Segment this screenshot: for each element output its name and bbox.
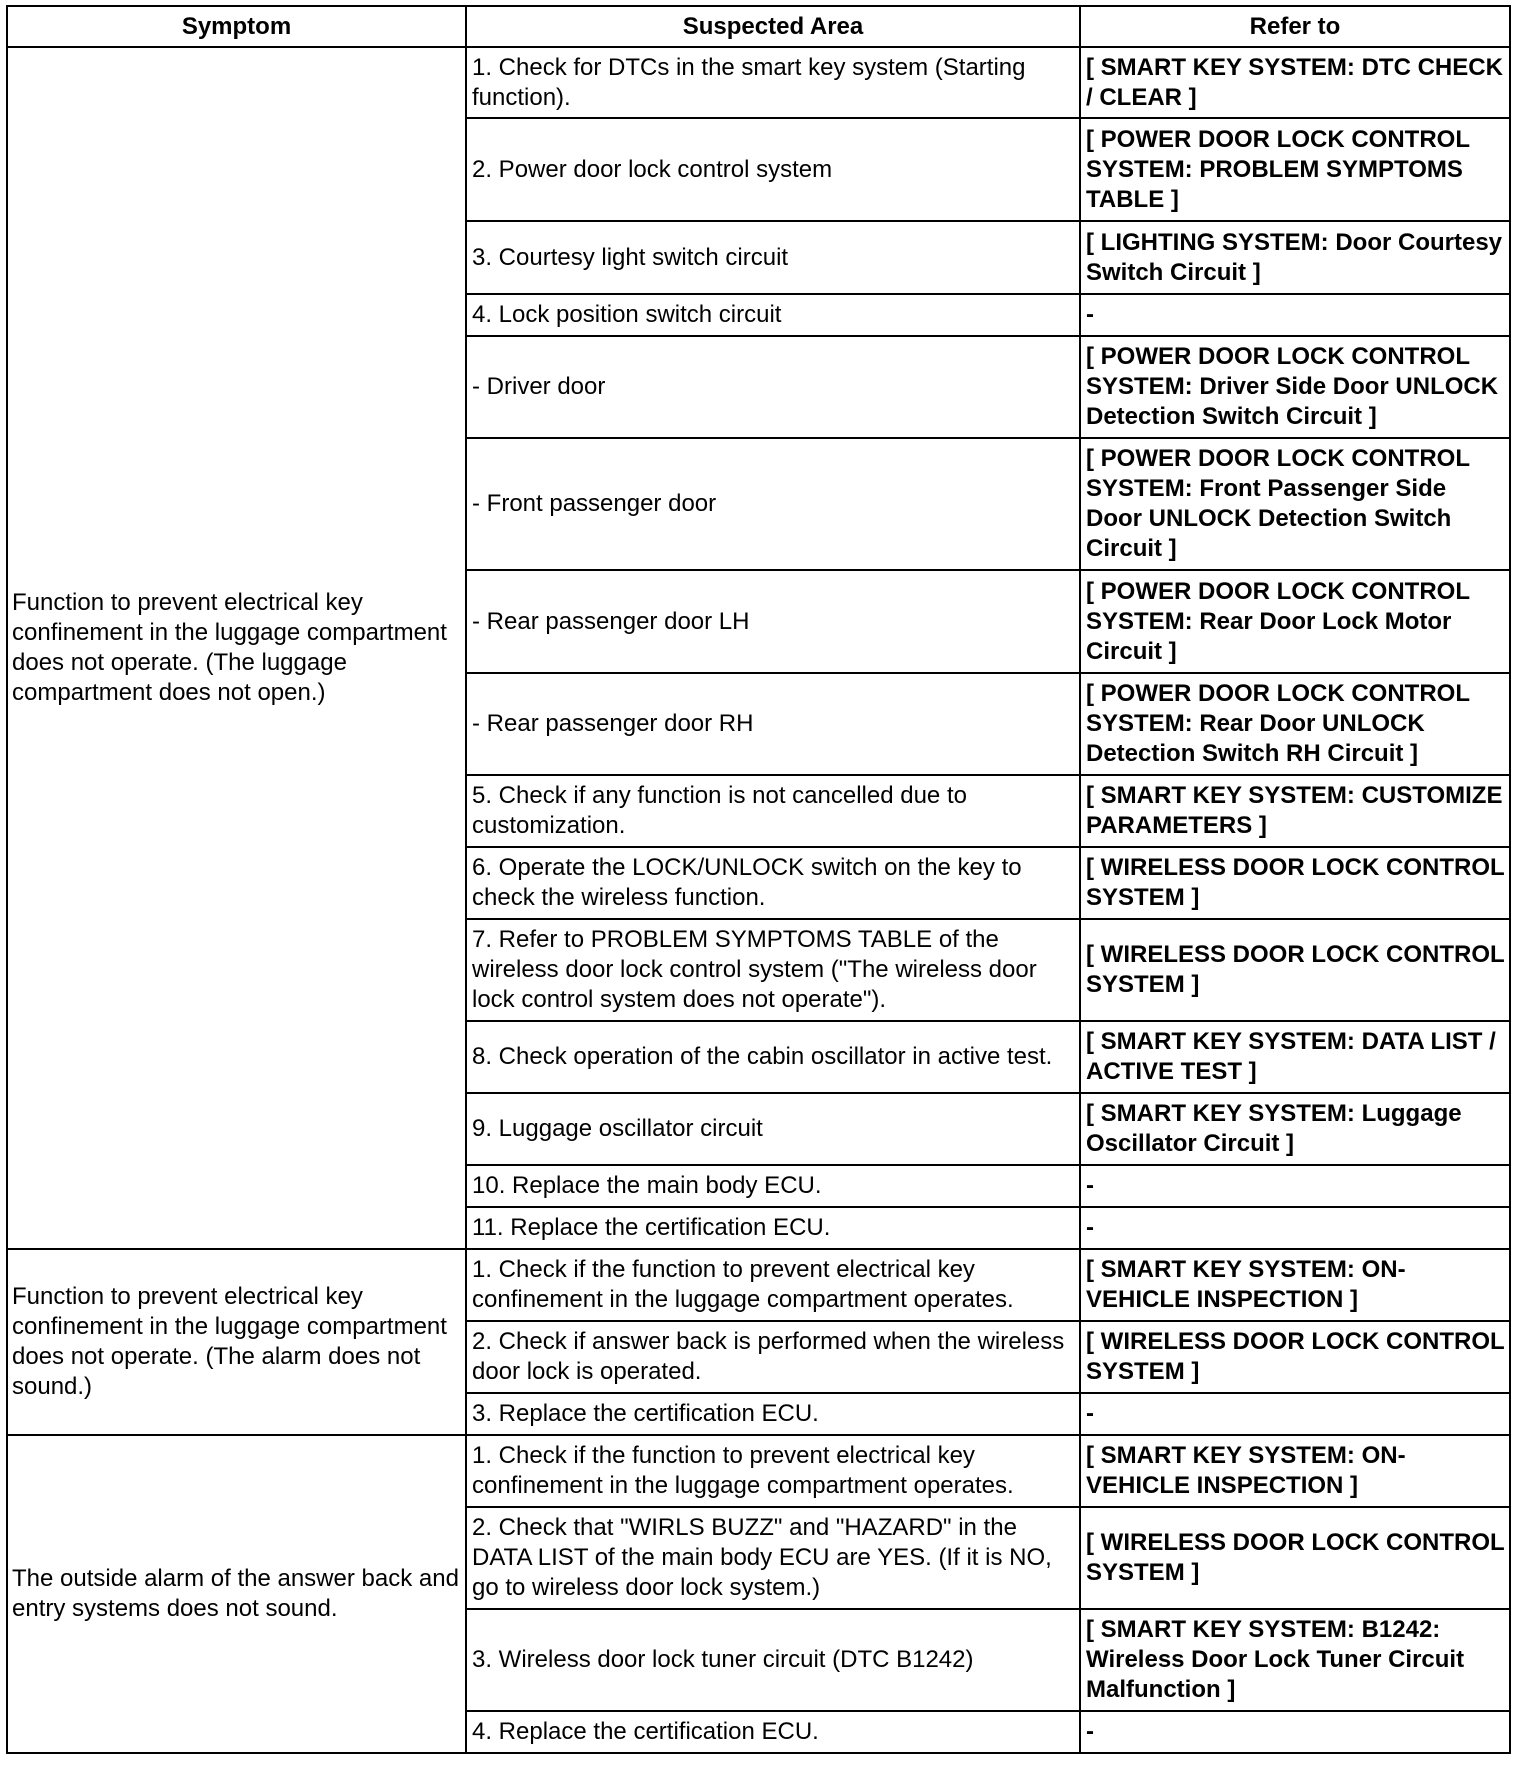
suspected-area-cell: 1. Check for DTCs in the smart key system (Starting function). [466,47,1080,118]
symptom-cell: Function to prevent electrical key confinement in the luggage compartment does not operate. (The alarm does not sound.) [7,1249,466,1435]
suspected-area-cell: 4. Lock position switch circuit [466,294,1080,336]
suspected-area-cell: - Rear passenger door LH [466,570,1080,673]
refer-to-cell: [ SMART KEY SYSTEM: Luggage Oscillator Circuit ] [1080,1093,1510,1165]
symptom-cell: The outside alarm of the answer back and entry systems does not sound. [7,1435,466,1753]
suspected-area-cell: 10. Replace the main body ECU. [466,1165,1080,1207]
suspected-area-cell: 2. Check if answer back is performed when the wireless door lock is operated. [466,1321,1080,1393]
refer-to-cell: [ WIRELESS DOOR LOCK CONTROL SYSTEM ] [1080,1507,1510,1609]
suspected-area-cell: 5. Check if any function is not cancelled due to customization. [466,775,1080,847]
refer-to-cell: [ SMART KEY SYSTEM: DATA LIST / ACTIVE TEST ] [1080,1021,1510,1093]
table-row [7,1435,1510,1507]
suspected-area-cell: 6. Operate the LOCK/UNLOCK switch on the key to check the wireless function. [466,847,1080,919]
suspected-area-cell: 7. Refer to PROBLEM SYMPTOMS TABLE of the wireless door lock control system ("The wireless door lock control system does not operate"). [466,919,1080,1021]
refer-to-cell: [ WIRELESS DOOR LOCK CONTROL SYSTEM ] [1080,847,1510,919]
refer-to-cell: [ WIRELESS DOOR LOCK CONTROL SYSTEM ] [1080,1321,1510,1393]
table-row [7,47,1510,118]
refer-to-cell: [ WIRELESS DOOR LOCK CONTROL SYSTEM ] [1080,919,1510,1021]
suspected-area-header: Suspected Area [466,6,1080,47]
table-row [7,1249,1510,1321]
suspected-area-cell: 1. Check if the function to prevent electrical key confinement in the luggage compartment operates. [466,1249,1080,1321]
refer-to-cell: [ POWER DOOR LOCK CONTROL SYSTEM: Rear Door Lock Motor Circuit ] [1080,570,1510,673]
problem-symptoms-table [6,5,1511,1754]
refer-to-cell: - [1080,1165,1510,1207]
refer-to-cell: [ SMART KEY SYSTEM: DTC CHECK / CLEAR ] [1080,47,1510,118]
refer-to-cell: [ POWER DOOR LOCK CONTROL SYSTEM: Rear Door UNLOCK Detection Switch RH Circuit ] [1080,673,1510,775]
symptom-cell: Function to prevent electrical key confinement in the luggage compartment does not operate. (The luggage compartment does not open.) [7,47,466,1249]
refer-to-cell: [ POWER DOOR LOCK CONTROL SYSTEM: Front Passenger Side Door UNLOCK Detection Switch Circuit ] [1080,438,1510,570]
suspected-area-cell: 1. Check if the function to prevent electrical key confinement in the luggage compartment operates. [466,1435,1080,1507]
suspected-area-cell: 9. Luggage oscillator circuit [466,1093,1080,1165]
suspected-area-cell: 3. Wireless door lock tuner circuit (DTC B1242) [466,1609,1080,1711]
suspected-area-cell: - Driver door [466,336,1080,438]
refer-to-cell: - [1080,1393,1510,1435]
refer-to-cell: - [1080,1207,1510,1249]
refer-to-cell: [ LIGHTING SYSTEM: Door Courtesy Switch Circuit ] [1080,221,1510,294]
refer-to-cell: [ SMART KEY SYSTEM: CUSTOMIZE PARAMETERS ] [1080,775,1510,847]
suspected-area-cell: - Rear passenger door RH [466,673,1080,775]
suspected-area-cell: 3. Courtesy light switch circuit [466,221,1080,294]
symptom-header: Symptom [7,6,466,47]
suspected-area-cell: - Front passenger door [466,438,1080,570]
suspected-area-cell: 11. Replace the certification ECU. [466,1207,1080,1249]
refer-to-cell: [ SMART KEY SYSTEM: ON-VEHICLE INSPECTION ] [1080,1249,1510,1321]
suspected-area-cell: 3. Replace the certification ECU. [466,1393,1080,1435]
suspected-area-cell: 4. Replace the certification ECU. [466,1711,1080,1753]
suspected-area-cell: 2. Check that "WIRLS BUZZ" and "HAZARD" in the DATA LIST of the main body ECU are YES. (If it is NO, go to wireless door lock system.) [466,1507,1080,1609]
refer-to-cell: [ SMART KEY SYSTEM: B1242: Wireless Door Lock Tuner Circuit Malfunction ] [1080,1609,1510,1711]
header-row [7,6,1510,47]
refer-to-cell: - [1080,1711,1510,1753]
refer-to-cell: [ POWER DOOR LOCK CONTROL SYSTEM: PROBLEM SYMPTOMS TABLE ] [1080,118,1510,221]
suspected-area-cell: 2. Power door lock control system [466,118,1080,221]
refer-to-cell: - [1080,294,1510,336]
refer-to-header: Refer to [1080,6,1510,47]
suspected-area-cell: 8. Check operation of the cabin oscillator in active test. [466,1021,1080,1093]
refer-to-cell: [ POWER DOOR LOCK CONTROL SYSTEM: Driver Side Door UNLOCK Detection Switch Circuit ] [1080,336,1510,438]
refer-to-cell: [ SMART KEY SYSTEM: ON-VEHICLE INSPECTION ] [1080,1435,1510,1507]
